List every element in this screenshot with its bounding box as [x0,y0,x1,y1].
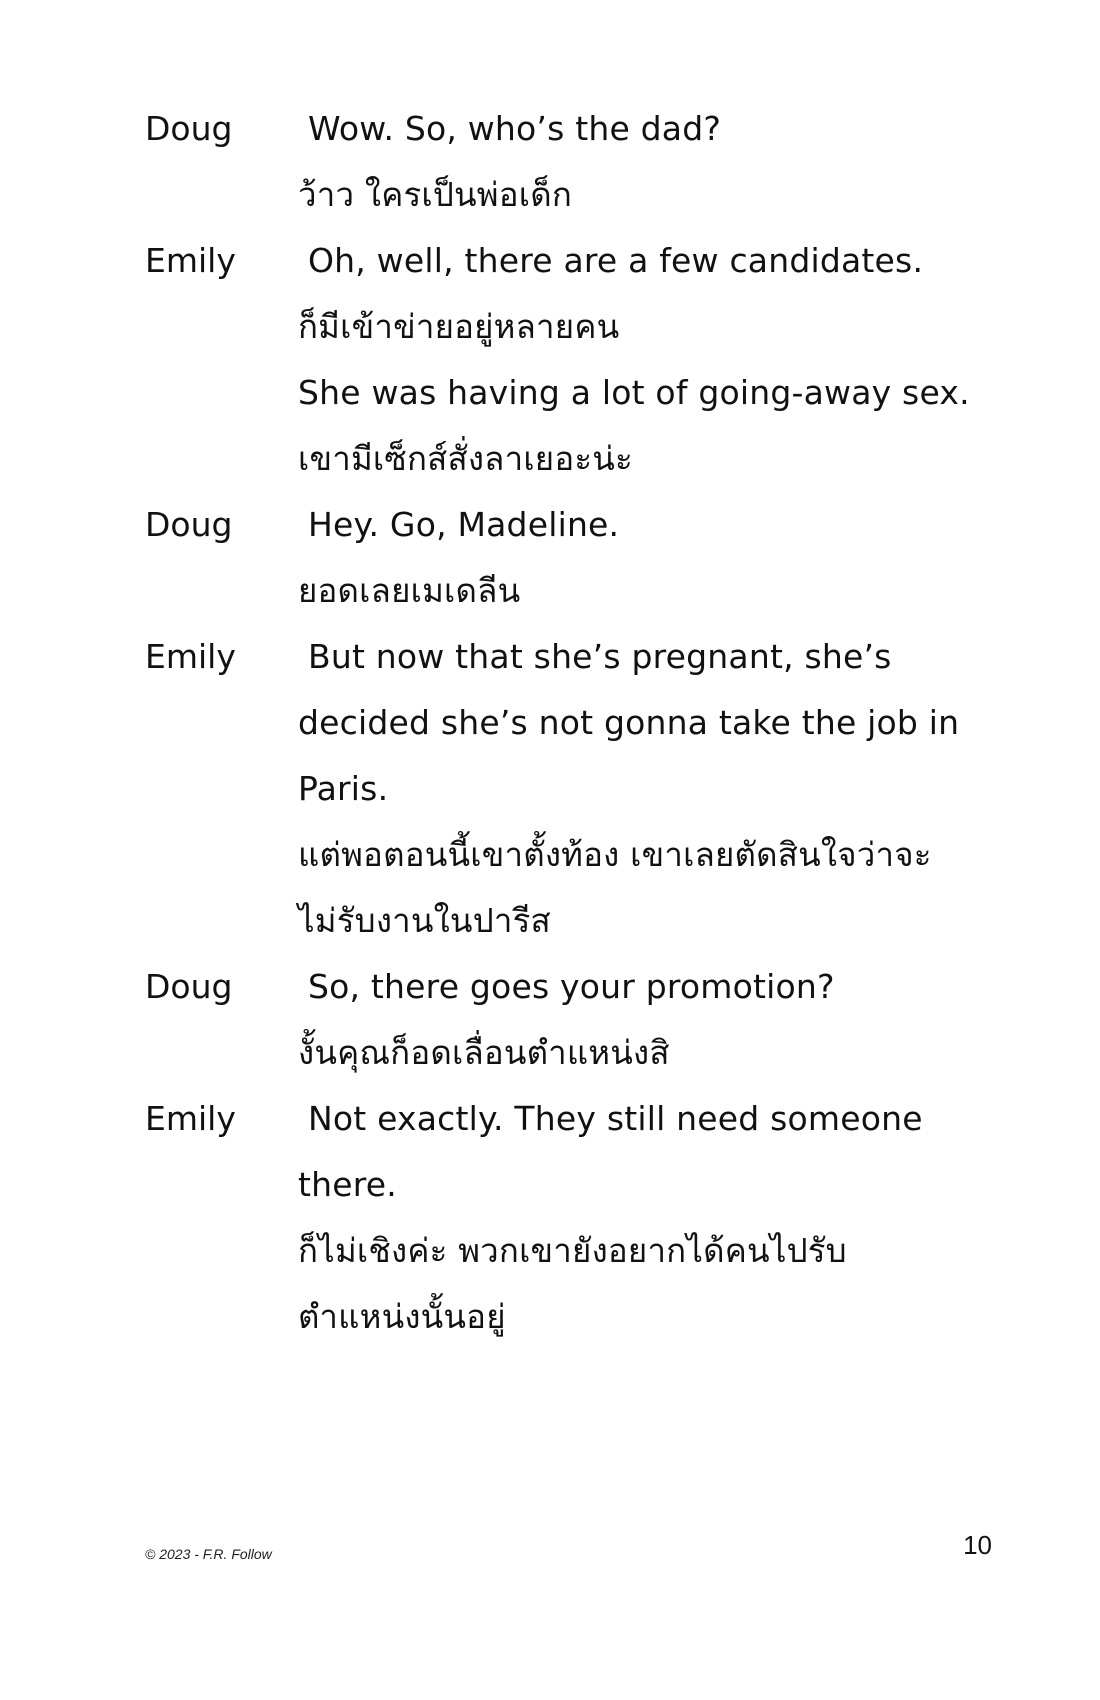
dialogue-line-english: decided she’s not gonna take the job in [298,703,960,742]
dialogue-line-thai: ตำแหน่งนั้นอยู่ [298,1297,506,1336]
dialogue-line-english: there. [298,1165,397,1204]
speaker-name: Doug [145,109,233,148]
dialogue-line-english: But now that she’s pregnant, she’s [308,637,892,676]
dialogue-line-thai: เขามีเซ็กส์สั่งลาเยอะน่ะ [298,439,633,478]
speaker-name: Emily [145,1099,236,1138]
dialogue-line-thai: ยอดเลยเมเดลีน [298,571,521,610]
dialogue-line-english: Wow. So, who’s the dad? [308,109,722,148]
dialogue-line-thai: แต่พอตอนนี้เขาตั้งท้อง เขาเลยตัดสินใจว่าจะ [298,835,932,874]
dialogue-entry [145,492,995,624]
dialogue-line-thai: ว้าว ใครเป็นพ่อเด็ก [298,175,573,214]
dialogue-entry [145,954,995,1086]
dialogue-line-english: Paris. [298,769,389,808]
dialogue-entry [145,228,995,492]
dialogue-entry [145,624,995,954]
speaker-name: Emily [145,637,236,676]
dialogue-line-thai: ไม่รับงานในปารีส [298,901,551,940]
page-number: 10 [963,1530,992,1560]
dialogue-entry [145,1086,995,1350]
dialogue-script [145,96,995,1350]
dialogue-line-english: So, there goes your promotion? [308,967,835,1006]
speaker-name: Doug [145,505,233,544]
speaker-name: Emily [145,241,236,280]
dialogue-line-thai: งั้นคุณก็อดเลื่อนตำแหน่งสิ [298,1033,670,1072]
dialogue-line-thai: ก็มีเข้าข่ายอยู่หลายคน [298,307,620,346]
speaker-name: Doug [145,967,233,1006]
dialogue-line-english: Oh, well, there are a few candidates. [308,241,924,280]
dialogue-line-thai: ก็ไม่เชิงค่ะ พวกเขายังอยากได้คนไปรับ [298,1231,847,1270]
dialogue-entry [145,96,995,228]
dialogue-line-english: Not exactly. They still need someone [308,1099,923,1138]
dialogue-line-english: Hey. Go, Madeline. [308,505,620,544]
copyright-notice: © 2023 - F.R. Follow [145,1546,272,1562]
dialogue-line-english: She was having a lot of going-away sex. [298,373,970,412]
